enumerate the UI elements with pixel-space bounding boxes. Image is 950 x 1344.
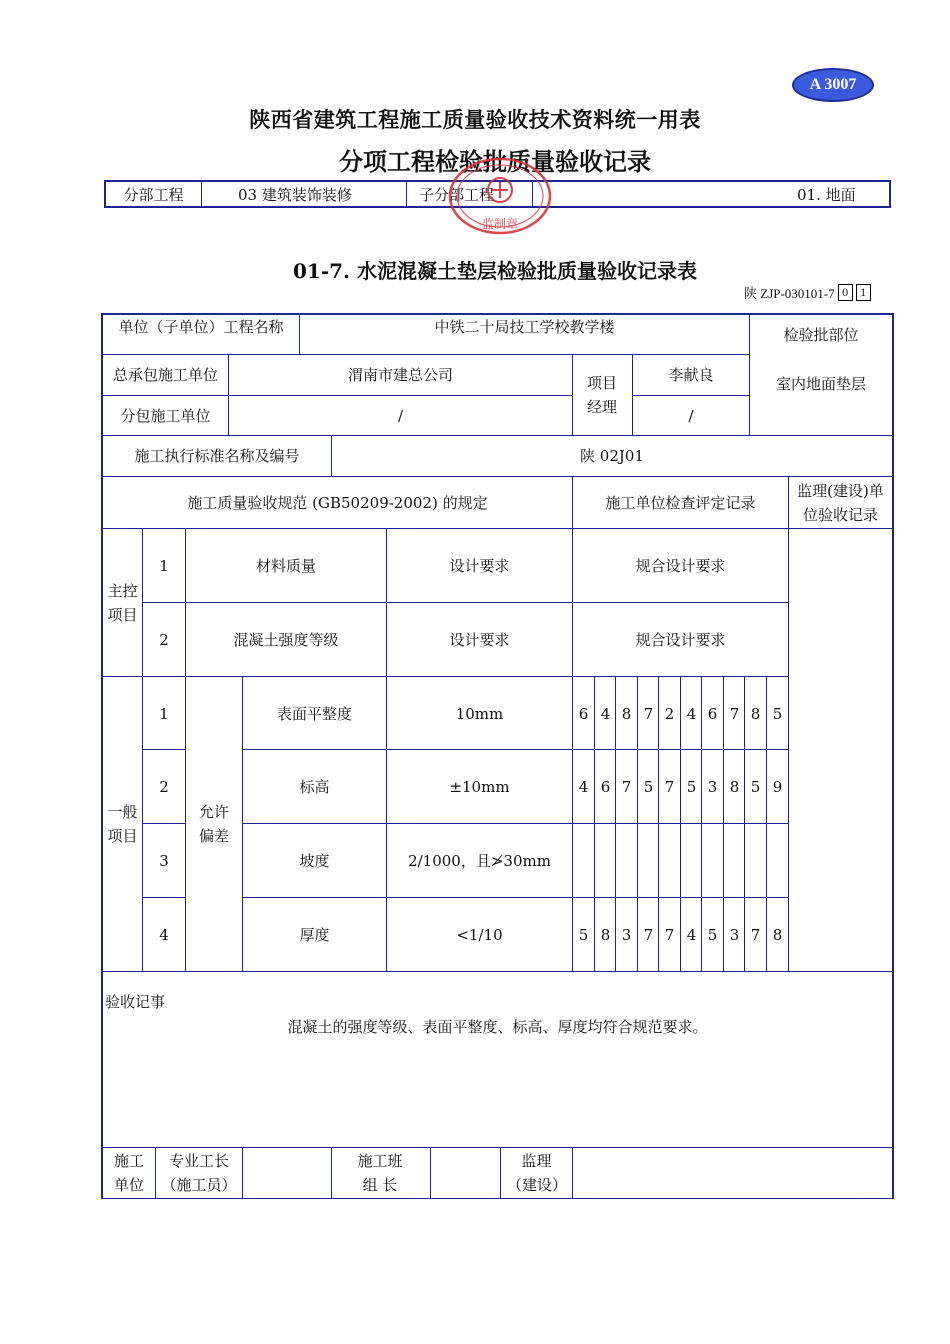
general-item-no: 4 [159, 925, 169, 944]
main-item-no: 1 [159, 556, 169, 575]
general-item-no: 2 [159, 777, 169, 796]
main-item-requirement: 设计要求 [449, 630, 510, 649]
subdivision-value: 01. 地面 [797, 185, 856, 204]
measured-value [638, 824, 659, 897]
form-code-digit-1: 0 [838, 284, 853, 301]
main-item-name: 材料质量 [255, 556, 316, 575]
measured-value: 7 [664, 925, 675, 944]
measured-value: 3 [707, 777, 718, 796]
measured-value: 4 [578, 777, 589, 796]
main-control-label: 主控项目 [107, 581, 138, 624]
measured-value: 5 [750, 777, 761, 796]
measured-value: 7 [729, 704, 740, 723]
measured-value: 7 [664, 777, 675, 796]
general-item-requirement: <1/10 [456, 925, 503, 944]
form-code-prefix: 陕 ZJP-030101-7 [744, 286, 835, 301]
inspection-batch-label: 检验批部位 [783, 325, 859, 344]
general-contractor-value: 渭南市建总公司 [347, 366, 453, 384]
measured-value: 7 [643, 704, 654, 723]
subdivision-label: 子分部工程 [407, 182, 533, 206]
general-item-name: 标高 [299, 777, 330, 796]
main-item-name: 混凝土强度等级 [233, 630, 339, 649]
main-item-no: 2 [159, 630, 169, 649]
measured-value: 8 [600, 925, 611, 944]
contractor-check-label: 施工单位检查评定记录 [605, 493, 756, 512]
form-code-digit-2: 1 [856, 284, 871, 301]
project-manager-value: 李献良 [668, 366, 714, 384]
measured-value [745, 824, 766, 897]
measured-value: 8 [750, 704, 761, 723]
measured-value: 6 [578, 704, 589, 723]
measured-value [724, 824, 745, 897]
unit-name-label: 单位（子单位）工程名称 [118, 318, 284, 336]
measured-value: 5 [686, 777, 697, 796]
measured-value: 2 [664, 704, 675, 723]
main-item-result: 规合设计要求 [635, 556, 726, 575]
province-title: 陕西省建筑工程施工质量验收技术资料统一用表 [249, 107, 701, 132]
measured-value [681, 824, 702, 897]
measured-value: 3 [621, 925, 632, 944]
measured-value: 8 [729, 777, 740, 796]
footer-foreman-label: 专业工长（施工员） [161, 1152, 237, 1194]
measured-value: 4 [686, 925, 697, 944]
measured-value: 7 [621, 777, 632, 796]
measured-value: 4 [600, 704, 611, 723]
measured-value: 9 [772, 777, 783, 796]
measured-value: 8 [772, 925, 783, 944]
notes-text: 混凝土的强度等级、表面平整度、标高、厚度均符合规范要求。 [287, 1018, 708, 1036]
spec-label: 施工质量验收规范 (GB50209-2002) 的规定 [187, 493, 488, 512]
measured-value: 7 [643, 925, 654, 944]
division-label: 分部工程 [106, 182, 202, 206]
unit-name-value: 中铁二十局技工学校教学楼 [434, 318, 615, 336]
general-item-no: 1 [159, 704, 169, 723]
standard-value: 陕 02J01 [580, 447, 644, 465]
general-item-name: 坡度 [299, 851, 330, 870]
main-item-result: 规合设计要求 [635, 630, 726, 649]
measured-value [767, 824, 788, 897]
project-manager-label: 项目经理 [586, 374, 617, 416]
footer-foreman-signature [243, 1148, 331, 1198]
general-item-requirement: 2/1000，且≯30mm [408, 851, 551, 870]
general-item-requirement: ±10mm [449, 777, 510, 796]
footer-supervisor-signature [573, 1148, 892, 1198]
measured-value: 5 [643, 777, 654, 796]
measured-value: 6 [707, 704, 718, 723]
supervisor-check-label: 监理(建设)单位验收记录 [797, 481, 884, 524]
measured-value: 6 [600, 777, 611, 796]
measured-value [595, 824, 616, 897]
svg-text:监制章: 监制章 [481, 217, 519, 231]
measured-value [702, 824, 723, 897]
form-code [744, 283, 871, 302]
general-item-no: 3 [159, 851, 169, 870]
division-value: 03 建筑装饰装修 [202, 182, 407, 206]
measured-value [616, 824, 637, 897]
subcontractor-value: / [397, 406, 404, 425]
subcontractor-manager-value: / [688, 406, 694, 425]
notes-label: 验收记事 [105, 993, 166, 1011]
form-main-title: 分项工程检验批质量验收记录 [339, 147, 651, 176]
form-number-badge: A 3007 [792, 68, 874, 102]
general-items-label: 一般项目 [107, 803, 138, 845]
measured-value: 3 [729, 925, 740, 944]
measured-value [573, 824, 594, 897]
general-item-requirement: 10mm [455, 704, 504, 723]
tolerance-label: 允许偏差 [198, 803, 229, 845]
measured-value: 4 [686, 704, 697, 723]
footer-construction-unit: 施工单位 [113, 1152, 144, 1194]
subcontractor-label: 分包施工单位 [120, 406, 211, 425]
standard-label: 施工执行标准名称及编号 [134, 447, 300, 465]
measured-value: 5 [707, 925, 718, 944]
footer-team-leader-label: 施工班 组 长 [357, 1152, 403, 1194]
footer-supervisor-label: 监理（建设） [507, 1152, 568, 1194]
general-item-name: 表面平整度 [276, 704, 352, 723]
measured-value: 8 [621, 704, 632, 723]
measured-value: 7 [750, 925, 761, 944]
measured-value [659, 824, 680, 897]
measured-value: 5 [578, 925, 589, 944]
general-item-name: 厚度 [299, 925, 330, 944]
supervision-stamp [446, 156, 554, 238]
general-contractor-label: 总承包施工单位 [112, 366, 218, 384]
table-title: 01-7. 水泥混凝土垫层检验批质量验收记录表 [293, 259, 697, 283]
footer-team-leader-signature [431, 1148, 500, 1198]
inspection-batch-value: 室内地面垫层 [775, 375, 866, 393]
measured-value: 5 [772, 704, 783, 723]
main-item-requirement: 设计要求 [449, 556, 510, 575]
